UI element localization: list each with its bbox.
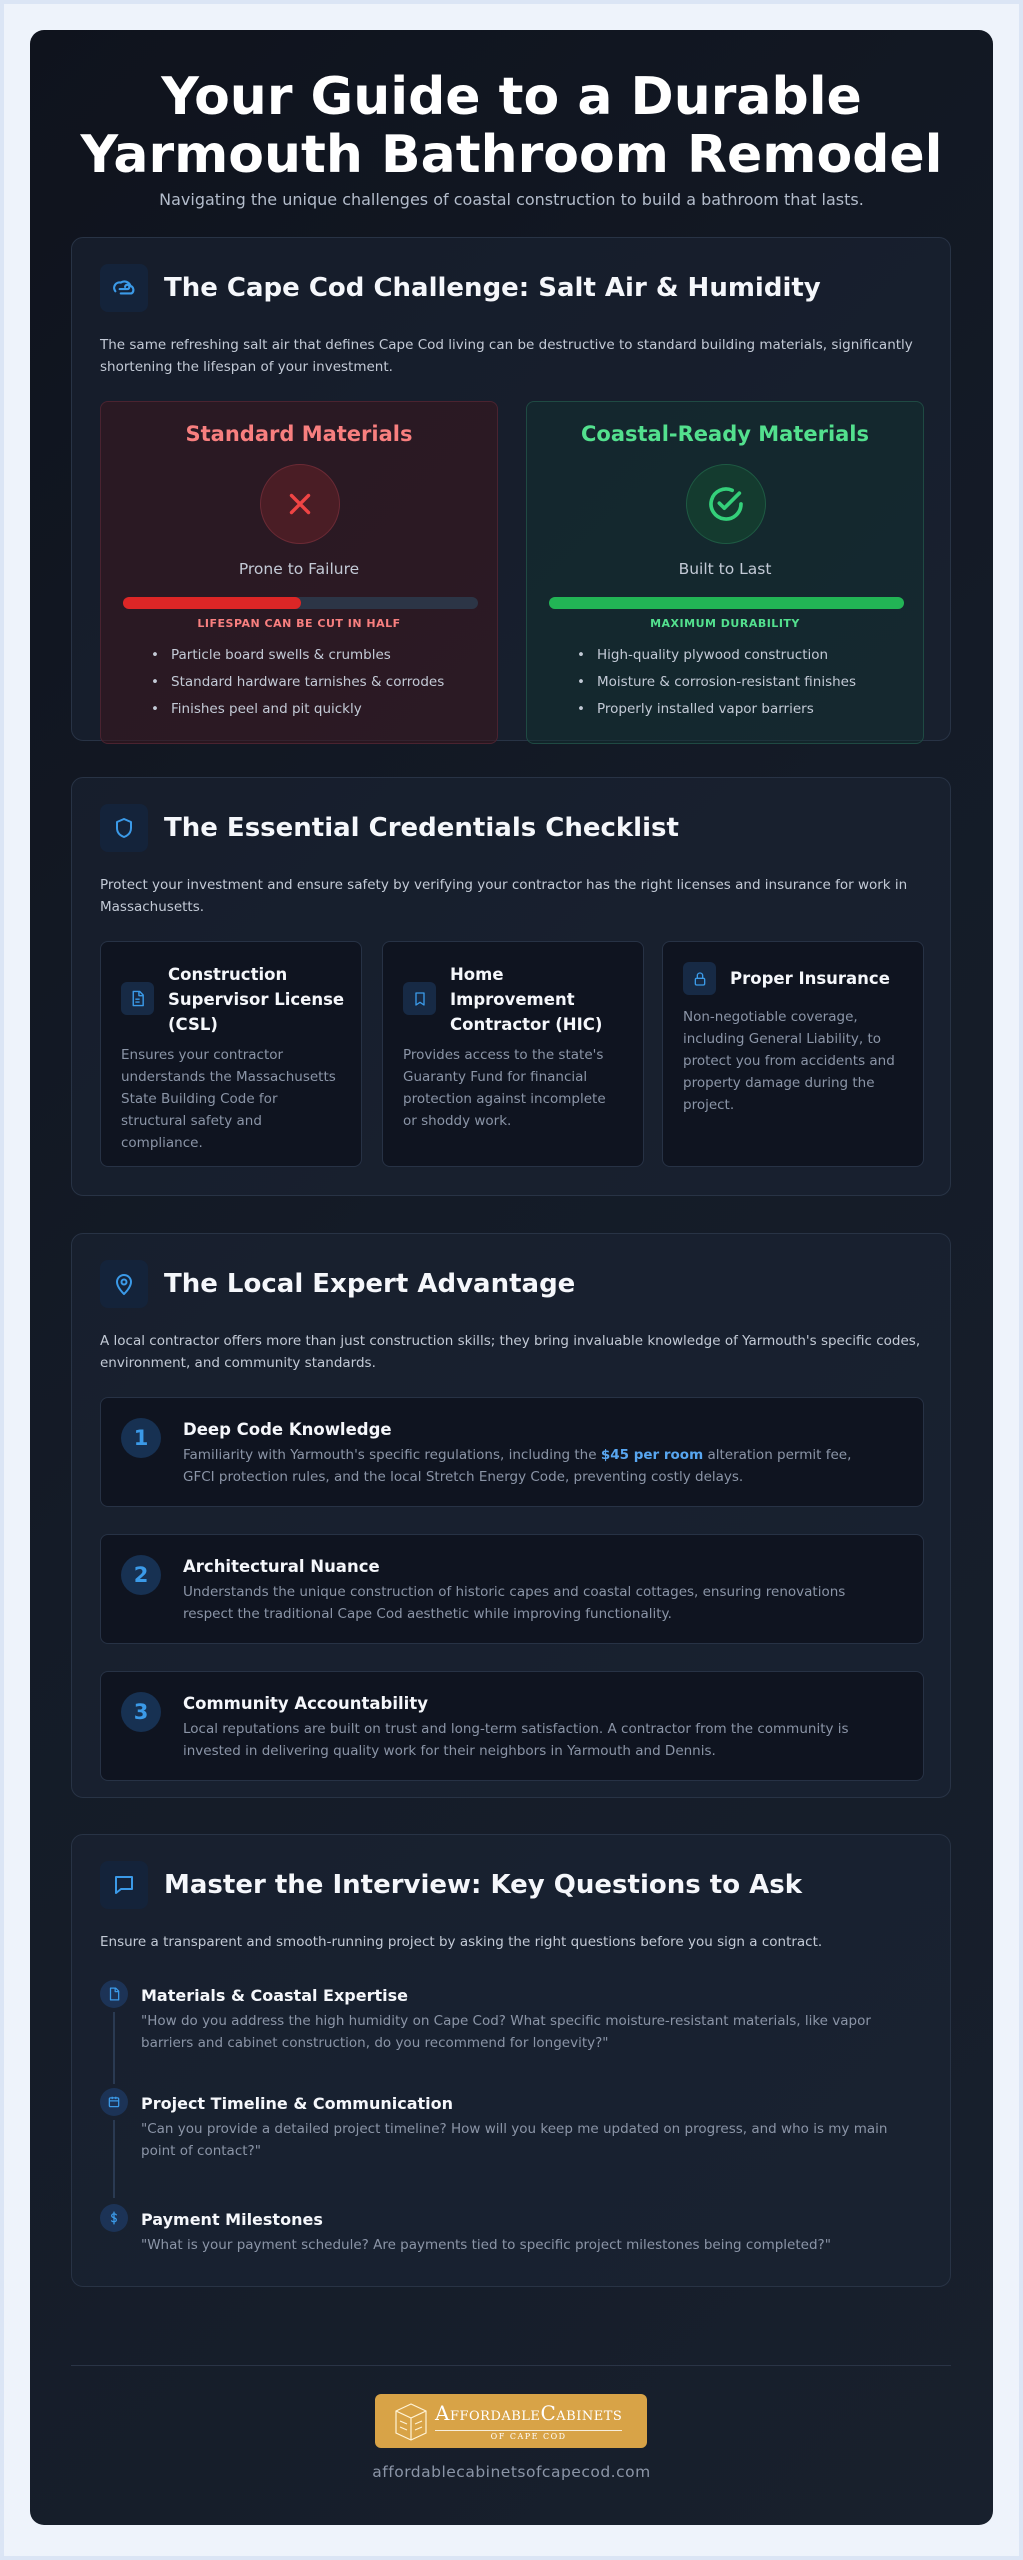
chat-bubble-icon bbox=[100, 1861, 148, 1909]
standard-caption: LIFESPAN CAN BE CUT IN HALF bbox=[197, 617, 401, 630]
question-text: "What is your payment schedule? Are payments tied to specific project milestones being completed?" bbox=[141, 2237, 831, 2253]
page-subtitle: Navigating the unique challenges of coastal construction to build a bathroom that lasts. bbox=[159, 190, 864, 209]
calendar-icon bbox=[100, 2088, 128, 2116]
standard-materials-card bbox=[100, 401, 498, 744]
advantage-text-part: alteration permit fee, GFCI protection rules, and the local Stretch Energy Code, preventing costly delays. bbox=[183, 1447, 852, 1485]
credentials-section bbox=[71, 777, 951, 1196]
interview-title: Master the Interview: Key Questions to Ask bbox=[164, 1870, 803, 1900]
page-title bbox=[30, 68, 993, 184]
challenge-title: The Cape Cod Challenge: Salt Air & Humidity bbox=[164, 273, 821, 303]
question-text: "How do you address the high humidity on Cape Cod? What specific moisture-resistant materials, like vapor barriers and cabinet construction, do you recommend for longevity?" bbox=[141, 2013, 871, 2051]
question-item-3 bbox=[100, 2204, 920, 2264]
list-item: • High-quality plywood construction bbox=[577, 642, 856, 669]
standard-durability-bar bbox=[123, 597, 478, 609]
question-title: Project Timeline & Communication bbox=[141, 2094, 454, 2113]
permit-fee-highlight: $45 per room bbox=[600, 1447, 704, 1463]
document-icon bbox=[100, 1980, 128, 2008]
coastal-caption: MAXIMUM DURABILITY bbox=[650, 617, 800, 630]
local-expert-section bbox=[71, 1233, 951, 1798]
credential-card-insurance bbox=[662, 941, 924, 1167]
logo-word-part: FFORDABLE bbox=[449, 2408, 541, 2424]
advantage-text: Local reputations are built on trust and long-term satisfaction. A contractor from the community is invested in delivering quality work for their neighbors in Yarmouth and Dennis. bbox=[183, 1721, 849, 1759]
logo-wordmark bbox=[435, 2402, 622, 2441]
challenge-header bbox=[100, 264, 821, 312]
challenge-section bbox=[71, 237, 951, 741]
credential-card-head bbox=[403, 962, 627, 1037]
map-pin-icon bbox=[100, 1260, 148, 1308]
logo-subtitle: OF CAPE COD bbox=[435, 2430, 622, 2441]
advantage-title: Community Accountability bbox=[183, 1694, 428, 1713]
standard-materials-title: Standard Materials bbox=[185, 422, 413, 446]
list-item: • Standard hardware tarnishes & corrodes bbox=[151, 669, 444, 696]
list-item: • Finishes peel and pit quickly bbox=[151, 696, 444, 723]
credentials-header bbox=[100, 804, 679, 852]
shield-icon bbox=[100, 804, 148, 852]
logo-letter: A bbox=[435, 2400, 450, 2425]
advantage-card-2 bbox=[100, 1534, 924, 1644]
standard-status: Prone to Failure bbox=[238, 560, 360, 578]
local-description: A local contractor offers more than just construction skills; they bring invaluable knowledge of Yarmouth's specific codes, environment, and community standards. bbox=[100, 1333, 921, 1371]
local-header bbox=[100, 1260, 575, 1308]
credential-card-hic bbox=[382, 941, 644, 1167]
logo-letter: C bbox=[540, 2400, 557, 2425]
advantage-title: Architectural Nuance bbox=[183, 1557, 380, 1576]
document-icon bbox=[121, 982, 154, 1015]
challenge-description: The same refreshing salt air that defines Cape Cod living can be destructive to standard building materials, significantly shortening the lifespan of your investment. bbox=[100, 337, 913, 375]
credential-title: Proper Insurance bbox=[730, 969, 890, 988]
footer-divider bbox=[71, 2365, 951, 2366]
interview-section bbox=[71, 1834, 951, 2287]
question-item-1 bbox=[100, 1980, 920, 2080]
advantage-card-3 bbox=[100, 1671, 924, 1781]
standard-durability-fill bbox=[123, 597, 301, 609]
wind-cloud-icon bbox=[100, 264, 148, 312]
question-title: Materials & Coastal Expertise bbox=[141, 1986, 408, 2005]
coastal-durability-bar bbox=[549, 597, 904, 609]
advantage-text bbox=[183, 1444, 873, 1488]
title-line-2: Yarmouth Bathroom Remodel bbox=[80, 125, 943, 185]
credential-text: Ensures your contractor understands the Massachusetts State Building Code for structural safety and compliance. bbox=[121, 1047, 336, 1151]
credential-card-head bbox=[683, 962, 907, 995]
question-title: Payment Milestones bbox=[141, 2210, 323, 2229]
credentials-title: The Essential Credentials Checklist bbox=[164, 813, 679, 843]
advantage-text: Understands the unique construction of historic capes and coastal cottages, ensuring renovations respect the traditional Cape Cod aesthetic while improving functionality. bbox=[183, 1584, 846, 1622]
credential-text: Provides access to the state's Guaranty Fund for financial protection against incomplete or shoddy work. bbox=[403, 1047, 606, 1129]
bookmark-icon bbox=[403, 982, 436, 1015]
coastal-benefits-list bbox=[577, 642, 856, 723]
interview-description: Ensure a transparent and smooth-running project by asking the right questions before you sign a contract. bbox=[100, 1934, 823, 1950]
list-item: • Moisture & corrosion-resistant finishes bbox=[577, 669, 856, 696]
infographic-page bbox=[30, 30, 993, 2525]
local-title: The Local Expert Advantage bbox=[164, 1269, 576, 1299]
website-link[interactable]: affordablecabinetsofcapecod.com bbox=[372, 2463, 651, 2481]
advantage-text-part: Familiarity with Yarmouth's specific regulations, including the bbox=[183, 1447, 601, 1463]
timeline-connector bbox=[113, 2120, 115, 2198]
credential-title: Construction Supervisor License (CSL) bbox=[168, 965, 345, 1034]
coastal-status: Built to Last bbox=[678, 560, 772, 578]
interview-header bbox=[100, 1861, 802, 1909]
x-icon bbox=[260, 464, 340, 544]
check-circle-icon bbox=[686, 464, 766, 544]
coastal-materials-card bbox=[526, 401, 924, 744]
credential-title: Home Improvement Contractor (HIC) bbox=[450, 965, 603, 1034]
credential-card-head bbox=[121, 962, 345, 1037]
list-item: • Particle board swells & crumbles bbox=[151, 642, 444, 669]
coastal-durability-fill bbox=[549, 597, 904, 609]
credential-text: Non-negotiable coverage, including General Liability, to protect you from accidents and property damage during the project. bbox=[683, 1009, 895, 1113]
list-item: • Properly installed vapor barriers bbox=[577, 696, 856, 723]
standard-issues-list bbox=[151, 642, 444, 723]
dollar-icon bbox=[100, 2204, 128, 2232]
question-text: "Can you provide a detailed project timeline? How will you keep me updated on progress, and who is my main point of contact?" bbox=[141, 2121, 888, 2159]
logo-main-text bbox=[435, 2402, 622, 2428]
lock-icon bbox=[683, 962, 716, 995]
company-logo[interactable] bbox=[375, 2394, 647, 2448]
title-line-1: Your Guide to a Durable bbox=[161, 67, 862, 127]
coastal-materials-title: Coastal-Ready Materials bbox=[580, 422, 870, 446]
step-number: 1 bbox=[121, 1418, 161, 1458]
credentials-description: Protect your investment and ensure safety by verifying your contractor has the right licenses and insurance for work in Massachusetts. bbox=[100, 877, 908, 915]
advantage-title: Deep Code Knowledge bbox=[183, 1420, 392, 1439]
step-number: 3 bbox=[121, 1692, 161, 1732]
cabinet-logo-icon bbox=[393, 2401, 429, 2441]
logo-word-part: ABINETS bbox=[556, 2408, 623, 2424]
step-number: 2 bbox=[121, 1555, 161, 1595]
question-item-2 bbox=[100, 2088, 920, 2188]
timeline-connector bbox=[113, 2012, 115, 2084]
credential-card-csl bbox=[100, 941, 362, 1167]
advantage-card-1 bbox=[100, 1397, 924, 1507]
